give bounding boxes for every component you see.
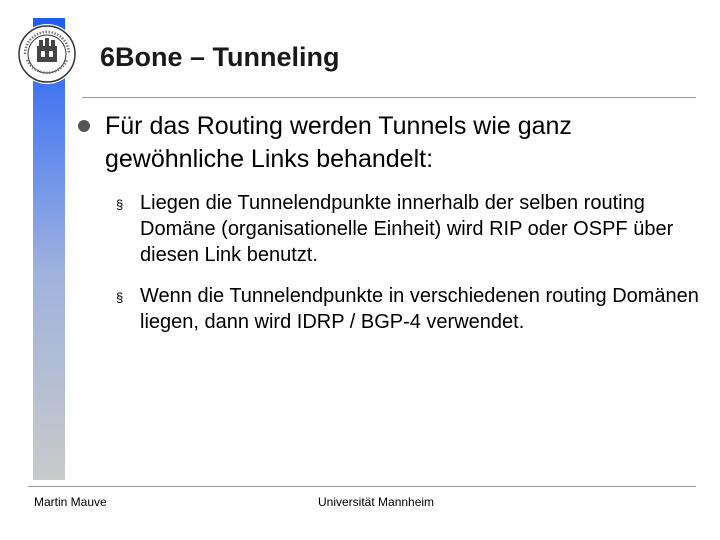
slide-title: 6Bone – Tunneling	[100, 42, 340, 72]
sub-bullet-text: Wenn die Tunnelendpunkte in verschiedenen routing Domänen liegen, dann wird IDRP / BGP-4 verwendet.	[140, 285, 699, 333]
main-bullet-dot	[78, 120, 90, 132]
footer-divider	[28, 486, 696, 487]
footer-institution: Universität Mannheim	[318, 495, 435, 509]
title-divider	[82, 97, 696, 98]
sub-bullet-text: Liegen die Tunnelendpunkte innerhalb der selben routing Domäne (organisationelle Einheit) wird RIP oder OSPF über diesen Link benutzt.	[140, 192, 674, 266]
university-seal-icon	[17, 24, 77, 84]
footer-author: Martin Mauve	[34, 495, 107, 509]
side-gradient-bar	[33, 18, 65, 480]
main-bullet-text: Für das Routing werden Tunnels wie ganz gewöhnliche Links behandelt:	[105, 112, 572, 173]
sub-bullet-marker: §	[116, 197, 124, 212]
sub-bullet-marker: §	[116, 290, 124, 305]
